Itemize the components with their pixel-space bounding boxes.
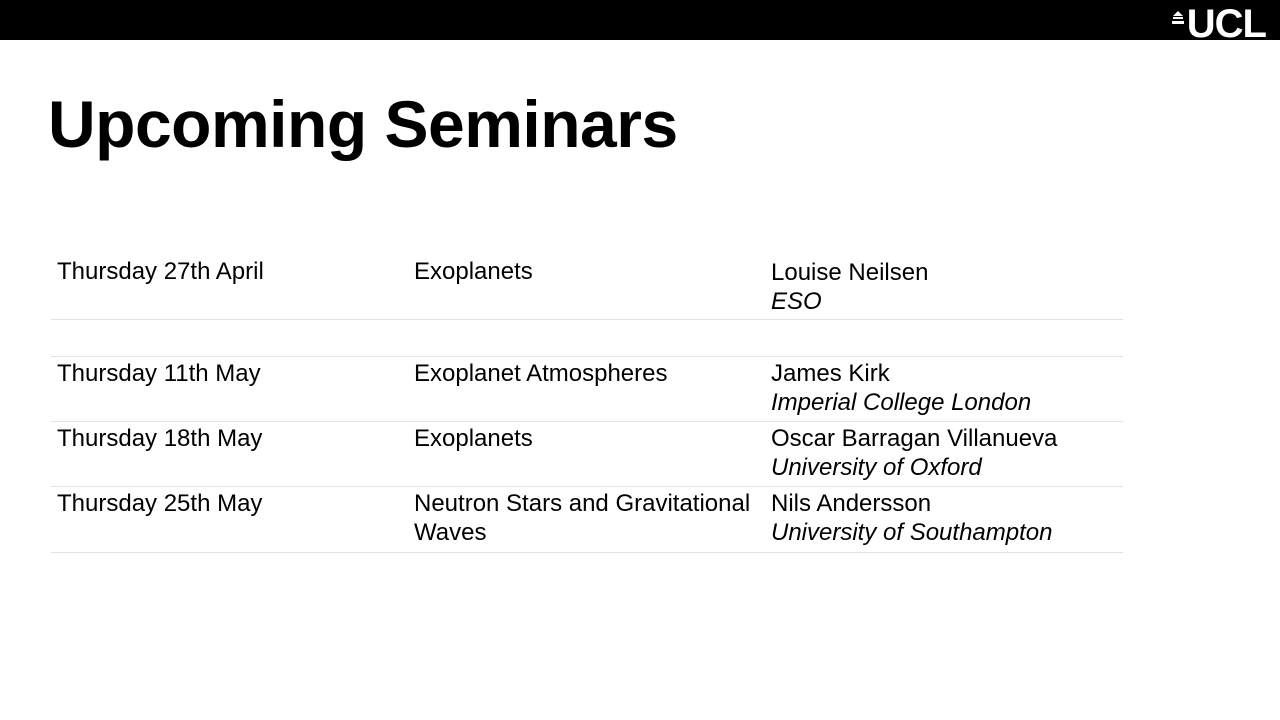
seminar-table <box>51 254 1123 553</box>
logo-text: UCL <box>1186 2 1266 46</box>
seminar-speaker: Nils Andersson <box>771 490 932 517</box>
seminar-date: Thursday 18th May <box>57 425 263 452</box>
seminar-speaker-cell <box>765 422 1123 486</box>
seminar-affiliation: ESO <box>771 288 822 315</box>
table-row <box>51 487 1123 553</box>
seminar-date: Thursday 27th April <box>57 258 264 285</box>
header-bar <box>0 0 1280 46</box>
seminar-affiliation: University of Oxford <box>771 454 982 481</box>
portico-icon <box>1172 11 1184 25</box>
table-row <box>51 254 1123 320</box>
seminar-topic: Exoplanets <box>414 258 533 285</box>
seminar-speaker-cell <box>765 254 1123 319</box>
page-title: Upcoming Seminars <box>48 87 678 161</box>
seminar-topic: Exoplanets <box>414 425 533 452</box>
seminar-date: Thursday 11th May <box>57 360 261 387</box>
ucl-logo <box>1172 2 1266 46</box>
seminar-affiliation: Imperial College London <box>771 389 1032 416</box>
seminar-date: Thursday 25th May <box>57 490 263 517</box>
seminar-speaker: Oscar Barragan Villanueva <box>771 425 1058 452</box>
seminar-speaker-cell <box>765 357 1123 421</box>
seminar-speaker: Louise Neilsen <box>771 259 929 286</box>
seminar-topic: Neutron Stars and Gravitational Waves <box>414 490 751 546</box>
seminar-speaker-cell <box>765 487 1123 552</box>
seminar-speaker: James Kirk <box>771 360 890 387</box>
table-row <box>51 422 1123 487</box>
seminar-topic: Exoplanet Atmospheres <box>414 360 668 387</box>
table-row <box>51 356 1123 422</box>
seminar-affiliation: University of Southampton <box>771 519 1053 546</box>
